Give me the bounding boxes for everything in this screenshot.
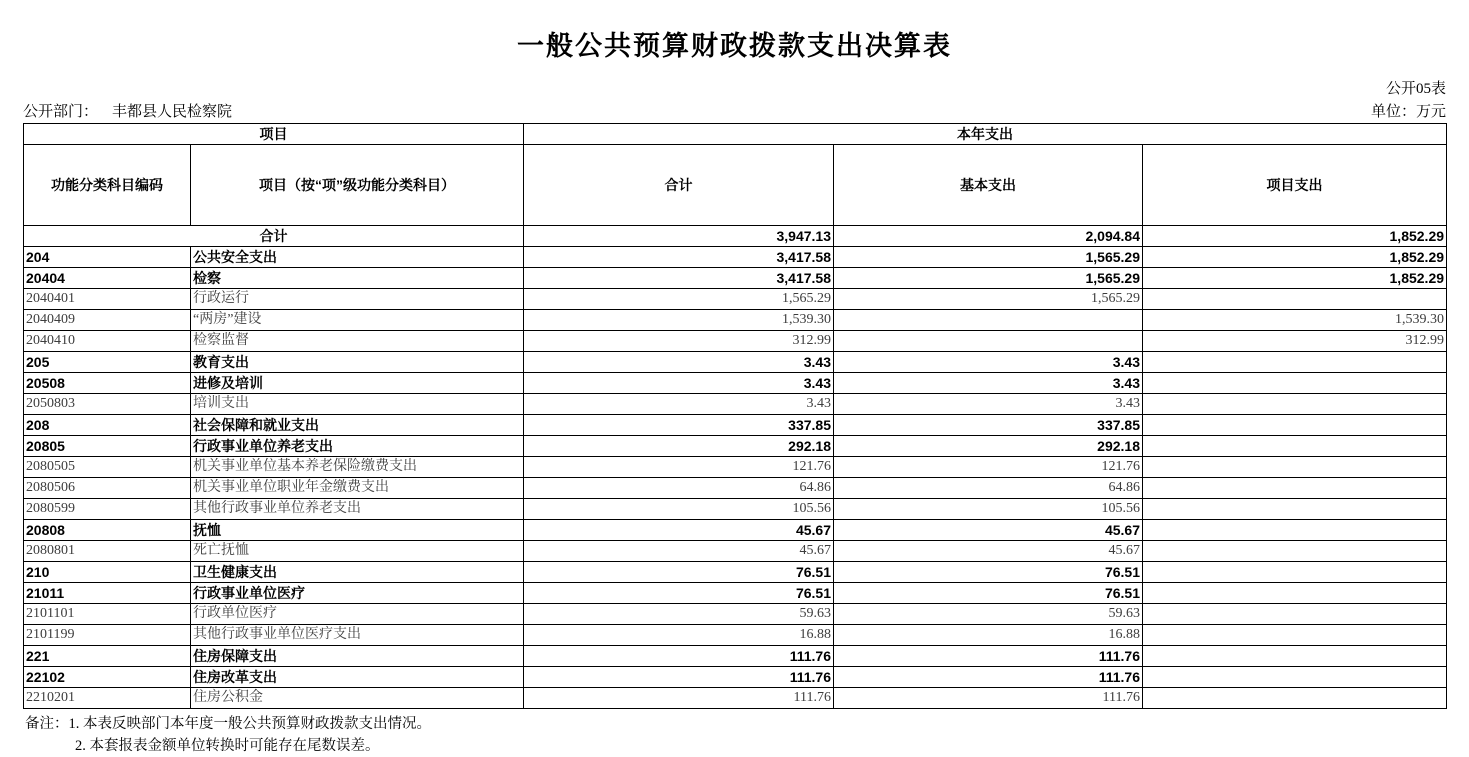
total-cell: 76.51 <box>524 583 834 604</box>
project-cell: 1,852.29 <box>1143 247 1447 268</box>
table-row <box>24 247 1447 268</box>
table-row <box>24 478 1447 499</box>
total-cell: 3.43 <box>524 373 834 394</box>
meta-line <box>23 100 1446 121</box>
table-row <box>24 667 1447 688</box>
code-cell: 20808 <box>24 520 191 541</box>
project-cell <box>1143 604 1447 625</box>
header-col-project: 项目支出 <box>1143 145 1447 226</box>
code-cell: 2080599 <box>24 499 191 520</box>
name-cell: 检察 <box>191 268 524 289</box>
basic-cell: 292.18 <box>834 436 1143 457</box>
project-cell <box>1143 436 1447 457</box>
basic-cell: 64.86 <box>834 478 1143 499</box>
name-cell: 住房保障支出 <box>191 646 524 667</box>
basic-cell: 111.76 <box>834 646 1143 667</box>
project-cell <box>1143 667 1447 688</box>
total-cell: 111.76 <box>524 688 834 709</box>
table-row <box>24 688 1447 709</box>
basic-cell: 337.85 <box>834 415 1143 436</box>
total-cell: 337.85 <box>524 415 834 436</box>
name-cell: 行政事业单位医疗 <box>191 583 524 604</box>
name-cell: 其他行政事业单位医疗支出 <box>191 625 524 646</box>
project-cell <box>1143 520 1447 541</box>
total-cell: 3,417.58 <box>524 247 834 268</box>
table-row <box>24 646 1447 667</box>
total-cell: 111.76 <box>524 646 834 667</box>
table-row <box>24 352 1447 373</box>
table-row <box>24 436 1447 457</box>
total-cell: 3,947.13 <box>524 226 834 247</box>
notes-block <box>25 713 1469 757</box>
basic-cell: 16.88 <box>834 625 1143 646</box>
name-cell: 行政单位医疗 <box>191 604 524 625</box>
page-title: 一般公共预算财政拨款支出决算表 <box>517 31 952 61</box>
code-cell: 2040410 <box>24 331 191 352</box>
basic-cell: 2,094.84 <box>834 226 1143 247</box>
basic-cell <box>834 310 1143 331</box>
name-cell: 机关事业单位职业年金缴费支出 <box>191 478 524 499</box>
table-body <box>24 226 1447 709</box>
expenditure-table <box>23 123 1447 709</box>
table-row <box>24 520 1447 541</box>
table-row <box>24 226 1447 247</box>
name-cell: 行政运行 <box>191 289 524 310</box>
basic-cell: 59.63 <box>834 604 1143 625</box>
table-row <box>24 310 1447 331</box>
header-col-total: 合计 <box>524 145 834 226</box>
code-cell: 221 <box>24 646 191 667</box>
total-cell: 64.86 <box>524 478 834 499</box>
code-cell: 2101199 <box>24 625 191 646</box>
table-row <box>24 289 1447 310</box>
total-cell: 1,539.30 <box>524 310 834 331</box>
table-row <box>24 604 1447 625</box>
total-cell: 3.43 <box>524 352 834 373</box>
basic-cell: 3.43 <box>834 373 1143 394</box>
basic-cell <box>834 331 1143 352</box>
name-cell: “两房”建设 <box>191 310 524 331</box>
table-row <box>24 562 1447 583</box>
total-cell: 45.67 <box>524 520 834 541</box>
name-cell: 死亡抚恤 <box>191 541 524 562</box>
header-group-row <box>24 124 1447 145</box>
basic-cell: 45.67 <box>834 520 1143 541</box>
basic-cell: 1,565.29 <box>834 268 1143 289</box>
table-header <box>24 124 1447 226</box>
code-cell: 2040401 <box>24 289 191 310</box>
total-cell: 16.88 <box>524 625 834 646</box>
code-cell: 20404 <box>24 268 191 289</box>
header-col-code: 功能分类科目编码 <box>24 145 191 226</box>
department-label: 公开部门： <box>23 104 99 120</box>
project-cell <box>1143 289 1447 310</box>
department-name: 丰都县人民检察院 <box>112 104 233 120</box>
code-cell: 2210201 <box>24 688 191 709</box>
name-cell: 卫生健康支出 <box>191 562 524 583</box>
basic-cell: 121.76 <box>834 457 1143 478</box>
basic-cell: 105.56 <box>834 499 1143 520</box>
table-row <box>24 457 1447 478</box>
name-cell: 行政事业单位养老支出 <box>191 436 524 457</box>
basic-cell: 76.51 <box>834 562 1143 583</box>
code-cell: 20805 <box>24 436 191 457</box>
total-cell: 121.76 <box>524 457 834 478</box>
project-cell: 1,852.29 <box>1143 226 1447 247</box>
table-row <box>24 415 1447 436</box>
basic-cell: 111.76 <box>834 667 1143 688</box>
name-cell: 培训支出 <box>191 394 524 415</box>
basic-cell: 76.51 <box>834 583 1143 604</box>
project-cell <box>1143 583 1447 604</box>
total-cell: 3,417.58 <box>524 268 834 289</box>
basic-cell: 3.43 <box>834 352 1143 373</box>
table-row <box>24 268 1447 289</box>
project-cell <box>1143 394 1447 415</box>
name-cell: 公共安全支出 <box>191 247 524 268</box>
table-row <box>24 499 1447 520</box>
note-line-1: 备注：1. 本表反映部门本年度一般公共预算财政拨款支出情况。 <box>25 716 431 732</box>
project-cell <box>1143 688 1447 709</box>
total-cell: 292.18 <box>524 436 834 457</box>
note-line-2: 2. 本套报表金额单位转换时可能存在尾数误差。 <box>75 738 380 755</box>
table-row <box>24 541 1447 562</box>
name-cell: 教育支出 <box>191 352 524 373</box>
code-cell: 210 <box>24 562 191 583</box>
code-cell: 2080505 <box>24 457 191 478</box>
total-cell: 312.99 <box>524 331 834 352</box>
code-cell: 2040409 <box>24 310 191 331</box>
project-cell <box>1143 625 1447 646</box>
project-cell <box>1143 541 1447 562</box>
grand-total-label: 合计 <box>24 226 524 247</box>
table-row <box>24 373 1447 394</box>
code-cell: 2080506 <box>24 478 191 499</box>
code-cell: 20508 <box>24 373 191 394</box>
total-cell: 3.43 <box>524 394 834 415</box>
project-cell <box>1143 646 1447 667</box>
project-cell <box>1143 415 1447 436</box>
basic-cell: 1,565.29 <box>834 247 1143 268</box>
total-cell: 76.51 <box>524 562 834 583</box>
basic-cell: 45.67 <box>834 541 1143 562</box>
code-cell: 204 <box>24 247 191 268</box>
total-cell: 111.76 <box>524 667 834 688</box>
name-cell: 住房公积金 <box>191 688 524 709</box>
code-cell: 21011 <box>24 583 191 604</box>
basic-cell: 3.43 <box>834 394 1143 415</box>
project-cell: 1,852.29 <box>1143 268 1447 289</box>
project-cell: 1,539.30 <box>1143 310 1447 331</box>
table-row <box>24 625 1447 646</box>
name-cell: 进修及培训 <box>191 373 524 394</box>
project-cell <box>1143 373 1447 394</box>
basic-cell: 1,565.29 <box>834 289 1143 310</box>
code-cell: 205 <box>24 352 191 373</box>
name-cell: 检察监督 <box>191 331 524 352</box>
total-cell: 45.67 <box>524 541 834 562</box>
code-cell: 2080801 <box>24 541 191 562</box>
department-line <box>23 100 232 121</box>
project-cell <box>1143 457 1447 478</box>
code-cell: 208 <box>24 415 191 436</box>
name-cell: 住房改革支出 <box>191 667 524 688</box>
table-row <box>24 331 1447 352</box>
name-cell: 其他行政事业单位养老支出 <box>191 499 524 520</box>
code-cell: 2050803 <box>24 394 191 415</box>
table-code: 公开05表 <box>1385 81 1446 97</box>
header-group-current-year: 本年支出 <box>524 124 1447 145</box>
table-row <box>24 394 1447 415</box>
name-cell: 社会保障和就业支出 <box>191 415 524 436</box>
table-row <box>24 583 1447 604</box>
project-cell <box>1143 562 1447 583</box>
unit-label: 单位：万元 <box>1370 104 1446 120</box>
project-cell: 312.99 <box>1143 331 1447 352</box>
header-columns-row <box>24 145 1447 226</box>
project-cell <box>1143 478 1447 499</box>
project-cell <box>1143 352 1447 373</box>
name-cell: 抚恤 <box>191 520 524 541</box>
total-cell: 59.63 <box>524 604 834 625</box>
header-col-basic: 基本支出 <box>834 145 1143 226</box>
header-col-name: 项目（按“项”级功能分类科目） <box>191 145 524 226</box>
code-cell: 22102 <box>24 667 191 688</box>
header-group-project: 项目 <box>24 124 524 145</box>
total-cell: 1,565.29 <box>524 289 834 310</box>
code-cell: 2101101 <box>24 604 191 625</box>
total-cell: 105.56 <box>524 499 834 520</box>
name-cell: 机关事业单位基本养老保险缴费支出 <box>191 457 524 478</box>
basic-cell: 111.76 <box>834 688 1143 709</box>
project-cell <box>1143 499 1447 520</box>
